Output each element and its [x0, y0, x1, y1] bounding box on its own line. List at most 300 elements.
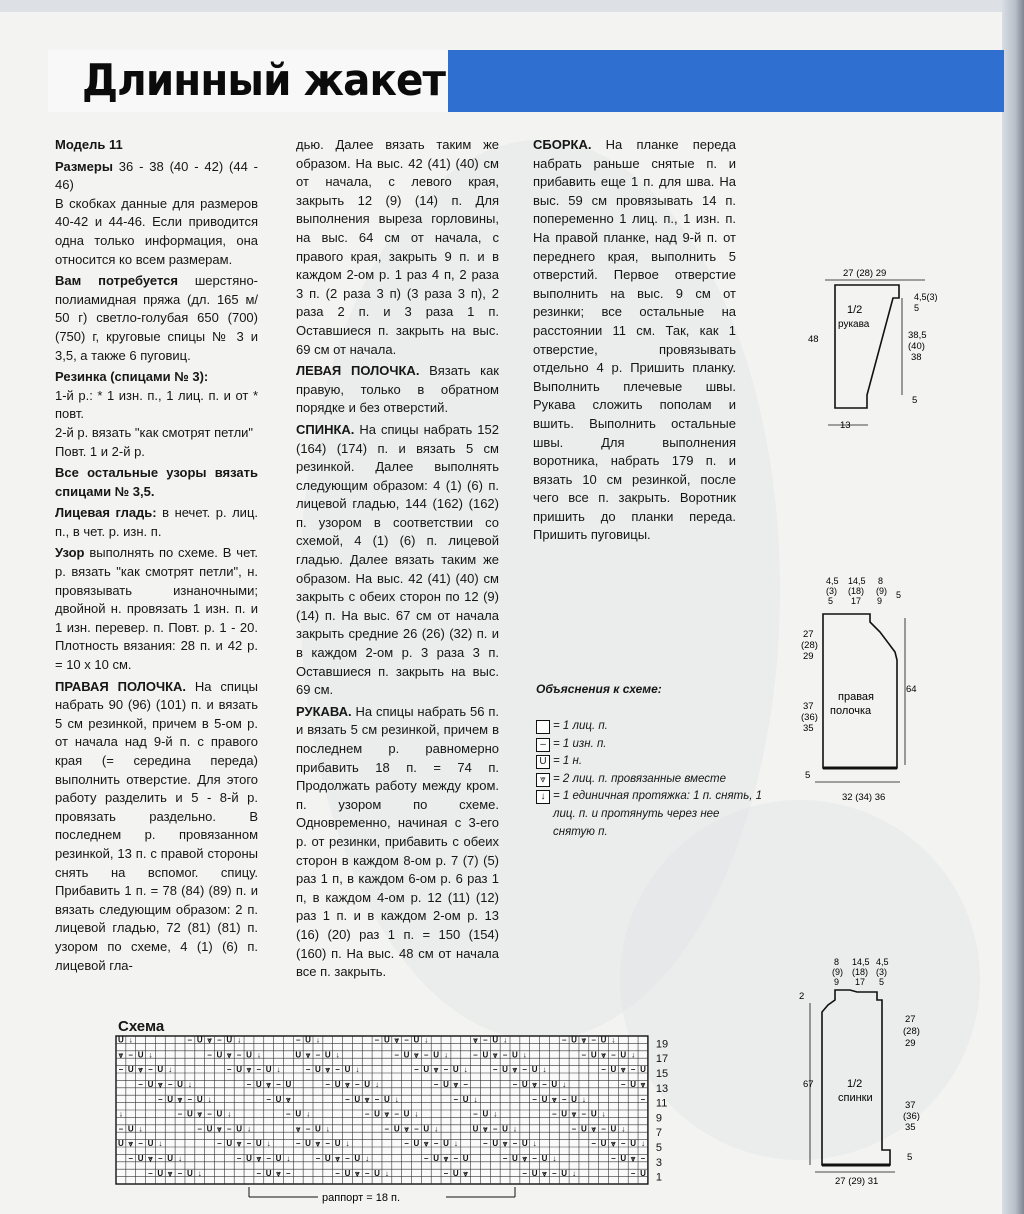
back-right-3: 5 [907, 1152, 913, 1163]
schema-stitch-icon: U [246, 1154, 252, 1163]
schema-stitch-icon: U [600, 1035, 607, 1045]
schema-stitch-icon: ⩔ [118, 1050, 124, 1060]
schema-stitch-icon: U [334, 1139, 341, 1149]
schema-stitch-icon: U [383, 1035, 390, 1045]
schema-stitch-icon: U [640, 1168, 646, 1178]
schema-stitch-icon: – [128, 1154, 134, 1163]
schema-stitch-icon: ⩔ [158, 1080, 163, 1089]
schema-stitch-icon: – [325, 1139, 331, 1149]
schema-row-number: 15 [655, 1068, 669, 1080]
schema-stitch-icon: ↓ [345, 1139, 350, 1149]
schema-stitch-icon: U [383, 1094, 390, 1104]
schema-stitch-icon: – [256, 1168, 262, 1178]
schema-stitch-icon: U [236, 1065, 243, 1075]
schema-stitch-icon: ⩔ [571, 1109, 577, 1119]
schema-stitch-icon: U [196, 1035, 203, 1045]
legend-text: = 1 изн. п. [553, 737, 607, 750]
schema-stitch-icon: – [443, 1168, 449, 1178]
schema-stitch-icon: U [364, 1080, 371, 1089]
schema-stitch-icon: – [345, 1094, 350, 1104]
schema-stitch-icon: ⩔ [394, 1035, 399, 1045]
schema-stitch-icon: U [620, 1154, 627, 1163]
paragraph-text: Повт. 1 и 2-й р. [55, 443, 145, 459]
schema-stitch-icon: – [621, 1139, 626, 1149]
schema-stitch-icon: – [118, 1124, 124, 1134]
schema-stitch-icon: – [167, 1080, 173, 1089]
schema-stitch-icon: – [640, 1154, 646, 1163]
schema-stitch-icon: U [315, 1065, 321, 1075]
paragraph-text: 36 - 38 (40 - 42) (44 - 46) [55, 158, 258, 193]
schema-stitch-icon: U [216, 1050, 223, 1060]
schema-stitch-icon: ↓ [394, 1094, 399, 1104]
sleeve-diagram [825, 280, 925, 425]
schema-stitch-icon: ⩔ [167, 1168, 173, 1178]
schema-stitch-icon: U [344, 1065, 351, 1075]
schema-stitch-icon: ↓ [532, 1139, 537, 1149]
schema-stitch-icon: ⩔ [483, 1124, 488, 1134]
schema-stitch-icon: ↓ [503, 1035, 508, 1045]
schema-stitch-icon: – [256, 1065, 262, 1075]
legend-symbol-icon: ⩔ [536, 773, 550, 787]
front-top-3a: 8 [878, 576, 884, 586]
front-label-1: правая [838, 691, 874, 703]
schema-stitch-icon: U [492, 1035, 499, 1045]
schema-stitch-icon: ⩔ [364, 1094, 370, 1104]
schema-stitch-icon: U [118, 1035, 124, 1045]
schema-stitch-icon: U [423, 1065, 430, 1075]
schema-stitch-icon: – [581, 1050, 587, 1060]
schema-stitch-icon: – [305, 1124, 311, 1134]
back-right-2a: 37 [905, 1100, 916, 1111]
schema-stitch-icon: ⩔ [236, 1139, 242, 1149]
front-left-1a: 27 [803, 629, 814, 640]
schema-stitch-icon: U [413, 1139, 420, 1149]
back-top-1a: 8 [834, 957, 840, 967]
schema-stitch-icon: ⩔ [266, 1080, 271, 1089]
schema-stitch-icon: ⩔ [128, 1139, 134, 1149]
schema-stitch-icon: U [600, 1139, 607, 1149]
schema-stitch-icon: – [197, 1124, 202, 1134]
schema-stitch-icon: U [462, 1094, 469, 1104]
sleeve-right-mid-1: 38,5 [908, 330, 927, 341]
front-left-1c: 29 [803, 651, 814, 662]
schema-stitch-icon: – [158, 1154, 163, 1163]
schema-stitch-icon: U [305, 1035, 311, 1045]
schema-stitch-icon: – [335, 1168, 340, 1178]
schema-stitch-icon: ↓ [424, 1035, 429, 1045]
schema-stitch-icon: U [433, 1050, 440, 1060]
schema-stitch-icon: – [571, 1124, 577, 1134]
schema-stitch-icon: – [424, 1050, 429, 1060]
schema-stitch-icon: ⩔ [177, 1094, 183, 1104]
front-left-2b: (36) [801, 712, 818, 723]
schema-stitch-icon: U [226, 1035, 233, 1045]
schema-stitch-icon: – [315, 1050, 321, 1060]
schema-stitch-icon: – [207, 1050, 212, 1060]
schema-stitch-icon: – [276, 1080, 281, 1089]
schema-stitch-icon: – [295, 1139, 301, 1149]
schema-repeat-label: раппорт = 18 п. [322, 1192, 401, 1204]
schema-stitch-icon: ⩔ [512, 1065, 518, 1075]
schema-stitch-icon: U [374, 1168, 380, 1178]
schema-stitch-icon: – [630, 1065, 636, 1075]
schema-stitch-icon: ⩔ [433, 1065, 439, 1075]
schema-stitch-icon: ↓ [306, 1109, 311, 1119]
schema-stitch-icon: U [492, 1139, 499, 1149]
schema-stitch-icon: – [355, 1080, 360, 1089]
schema-row-number: 5 [655, 1142, 663, 1154]
schema-row-numbers [656, 1038, 668, 1183]
front-top-1a: 4,5 [826, 576, 839, 586]
schema-stitch-icon: ⩔ [207, 1035, 212, 1045]
back-right-1c: 29 [905, 1038, 916, 1049]
schema-stitch-icon: U [433, 1154, 440, 1163]
legend-title: Объяснения к схеме: [536, 682, 662, 696]
schema-stitch-icon: U [443, 1080, 449, 1089]
back-left-dim: 67 [803, 1079, 814, 1090]
front-top-1c: 5 [828, 596, 834, 606]
schema-stitch-icon: – [128, 1050, 134, 1060]
schema-stitch-icon: ↓ [443, 1050, 448, 1060]
schema-stitch-icon: ⩔ [325, 1065, 331, 1075]
legend-symbol-icon: U [536, 755, 550, 769]
schema-stitch-icon: U [147, 1080, 154, 1089]
paragraph-heading: Размеры [55, 158, 113, 174]
sleeve-bottom-dim: 13 [840, 420, 851, 431]
schema-stitch-icon: U [334, 1080, 341, 1089]
schema-stitch-icon: – [286, 1168, 291, 1178]
paragraph-text: 1-й р.: * 1 изн. п., 1 лиц. п. и от * повт. [55, 387, 258, 422]
schema-stitch-icon: ↓ [365, 1154, 370, 1163]
schema-stitch-icon: – [414, 1065, 419, 1075]
schema-stitch-icon: ↓ [631, 1050, 636, 1060]
schema-stitch-icon: U [186, 1168, 193, 1178]
back-top-3a: 4,5 [876, 957, 889, 967]
schema-stitch-icon: ⩔ [404, 1124, 409, 1134]
back-bottom-dim: 27 (29) 31 [835, 1176, 879, 1187]
schema-stitch-icon: ⩔ [355, 1168, 360, 1178]
schema-stitch-icon: – [187, 1035, 193, 1045]
schema-stitch-icon: ⩔ [424, 1139, 429, 1149]
schema-stitch-icon: – [266, 1154, 271, 1163]
paragraph-heading: Резинка (спицами № 3): [55, 369, 209, 385]
sleeve-right-top-2: 5 [914, 303, 920, 313]
schema-stitch-icon: U [640, 1065, 646, 1075]
schema-stitch-icon: – [138, 1080, 143, 1089]
legend-text: = 2 лиц. п. провязанные вместе [553, 772, 727, 785]
schema-stitch-icon: – [552, 1109, 557, 1119]
schema-stitch-icon: U [452, 1065, 459, 1075]
schema-stitch-icon: U [344, 1168, 351, 1178]
schema-stitch-icon: ⩔ [335, 1154, 340, 1163]
schema-stitch-icon: ↓ [640, 1139, 645, 1149]
schema-stitch-icon: – [433, 1139, 439, 1149]
paragraph-text: В скобках данные для размеров 40-42 и 44-46. Если приводится одна только информация, она относится ко всем размерам. [55, 195, 258, 267]
schema-stitch-icon: – [611, 1050, 616, 1060]
schema-stitch-icon: U [571, 1035, 577, 1045]
sleeve-right-mid-3: 38 [911, 352, 922, 363]
schema-stitch-icon: – [217, 1035, 222, 1045]
schema-stitch-icon: U [482, 1109, 489, 1119]
schema-stitch-icon: U [216, 1109, 223, 1119]
schema-row-number: 13 [655, 1082, 669, 1095]
back-top-3b: (3) [876, 967, 887, 977]
schema-stitch-icon: U [275, 1094, 282, 1104]
legend-symbol-icon: ↓ [536, 790, 550, 804]
schema-stitch-icon: – [561, 1035, 567, 1045]
schema-stitch-icon: – [207, 1109, 212, 1119]
schema-stitch-icon: ↓ [286, 1154, 291, 1163]
schema-stitch-icon: – [522, 1065, 528, 1075]
schema-stitch-icon: – [158, 1094, 163, 1104]
paragraph-text: дью. Далее вязать таким же образом. На выс. 42 (41) (40) см от начала, с левого края, закрыть 12 (9) (14) п. Для выполнения выреза горловины, на выс. 64 см от начала, с правого края, закрыть 9 п. и в каждом 2-ом р. 1 раз 4 п, 2 раза 3 п. (2 раза 3 п) (3 раза 3 п), 2 раза 2 п. и 3 раза 1 п. Оставшиеся п. закрыть на выс. 69 см от начала. [296, 137, 499, 357]
schema-stitch-icon: U [295, 1109, 302, 1119]
schema-stitch-icon: U [541, 1094, 548, 1104]
schema-stitch-icon: – [246, 1080, 252, 1089]
front-top-4: 5 [896, 590, 902, 600]
schema-stitch-icon: – [433, 1080, 439, 1089]
schema-stitch-icon: ↓ [384, 1168, 389, 1178]
schema-stitch-icon: ⩔ [552, 1094, 557, 1104]
schema-stitch-icon: ⩔ [197, 1109, 202, 1119]
schema-stitch-icon: U [265, 1168, 272, 1178]
schema-grid [116, 1036, 648, 1184]
schema-stitch-icon: ↓ [601, 1109, 606, 1119]
paragraph-text: в нечет. р. лиц. п., в чет. р. изн. п. [55, 505, 259, 539]
schema-stitch-icon: U [118, 1139, 124, 1149]
schema-stitch-icon: U [206, 1124, 213, 1134]
back-right-2c: 35 [905, 1122, 916, 1133]
schema-stitch-icon: ↓ [325, 1124, 330, 1134]
paragraph-text: 2-й р. вязать "как смотрят петли" [55, 424, 254, 440]
schema-stitch-icon: – [148, 1065, 153, 1075]
schema-stitch-icon: U [590, 1109, 597, 1119]
schema-stitch-icon: U [374, 1109, 380, 1119]
schema-stitch-icon: ⩔ [453, 1080, 459, 1089]
schema-stitch-icon: – [532, 1094, 537, 1104]
schema-stitch-icon: – [227, 1065, 232, 1075]
schema-stitch-icon: – [227, 1124, 232, 1134]
schema-stitch-icon: ↓ [148, 1050, 153, 1060]
schema-stitch-icon: ⩔ [345, 1080, 350, 1089]
schema-stitch-icon: ↓ [246, 1124, 251, 1134]
schema-stitch-icon: ↓ [473, 1094, 478, 1104]
schema-row-number: 19 [655, 1038, 669, 1051]
schema-stitch-icon: U [246, 1050, 252, 1060]
schema-stitch-icon: U [147, 1139, 154, 1149]
legend-text: = 1 н. [553, 755, 583, 768]
schema-stitch-icon: U [403, 1109, 410, 1119]
schema-stitch-icon: – [621, 1080, 626, 1089]
sleeve-label-2: рукава [838, 319, 870, 330]
legend-text: = 1 единичная протяжка: 1 п. снять, 1 лиц. п. и протянуть через нее снятую п. [553, 790, 763, 838]
schema-stitch-icon: U [443, 1139, 449, 1149]
schema-stitch-icon: U [512, 1050, 518, 1060]
schema-stitch-icon: – [463, 1080, 468, 1089]
schema-stitch-icon: – [532, 1154, 537, 1163]
schema-stitch-icon: U [610, 1124, 617, 1134]
schema-stitch-icon: ⩔ [522, 1154, 528, 1163]
schema-stitch-icon: ↓ [138, 1124, 143, 1134]
schema-stitch-icon: ↓ [335, 1050, 340, 1060]
schema-stitch-icon: ⩔ [295, 1124, 301, 1134]
sleeve-right-bot: 5 [912, 395, 918, 406]
schema-stitch-icon: ↓ [128, 1035, 133, 1045]
schema-stitch-icon: ↓ [168, 1065, 173, 1075]
paragraph-heading: СПИНКА. [296, 421, 355, 437]
schema-stitch-icon: ⩔ [492, 1050, 498, 1060]
schema-row-number: 1 [655, 1171, 663, 1184]
schema-row-number: 11 [655, 1097, 668, 1110]
schema-stitch-icon: ↓ [621, 1124, 626, 1134]
schema-stitch-icon: – [473, 1050, 478, 1060]
schema-stitch-icon: – [384, 1124, 390, 1134]
schema-stitch-icon: ↓ [552, 1154, 557, 1163]
schema-stitch-icon: – [236, 1154, 242, 1163]
schema-stitch-icon: U [157, 1168, 164, 1178]
schema-stitch-icon: ⩔ [611, 1139, 616, 1149]
schema-stitch-icon: ↓ [453, 1139, 458, 1149]
paragraph-text: выполнять по схеме. В чет. р. вязать "как смотрят петли", н. провязывать изнаночными; двойной н. провязать 1 изн. п. и 1 изн. перевер. п. Повт. р. 1 - 20. Плотность вязания: 28 п. и 42 р. = 10 х 10 см. [55, 545, 258, 673]
schema-stitch-icon: ⩔ [581, 1035, 587, 1045]
schema-stitch-icon: ⩔ [502, 1139, 508, 1149]
front-left-2a: 37 [803, 701, 814, 712]
schema-row-number: 3 [655, 1156, 663, 1169]
schema-stitch-icon: ⩔ [276, 1168, 281, 1178]
schema-stitch-icon: ↓ [493, 1109, 498, 1119]
schema-stitch-icon: – [266, 1094, 271, 1104]
schema-stitch-icon: U [177, 1080, 183, 1089]
schema-stitch-icon: ⩔ [463, 1168, 468, 1178]
front-top-2c: 17 [851, 596, 862, 606]
schema-stitch-icon: ⩔ [532, 1080, 537, 1089]
schema-stitch-icon: U [403, 1050, 410, 1060]
sleeve-right-top-1: 4,5(3) [914, 292, 938, 302]
schema-stitch-icon: ⩔ [630, 1154, 636, 1163]
back-top-1b: (9) [832, 967, 843, 977]
schema-stitch-icon: ↓ [207, 1094, 212, 1104]
schema-stitch-icon: U [137, 1154, 144, 1163]
schema-stitch-icon: U [137, 1050, 144, 1060]
schema-stitch-icon: ↓ [611, 1035, 616, 1045]
schema-stitch-icon: ↓ [375, 1080, 380, 1089]
schema-stitch-icon: U [324, 1154, 331, 1163]
schema-stitch-icon: – [364, 1109, 370, 1119]
schema-stitch-icon: ↓ [522, 1050, 527, 1060]
schema-stitch-icon: – [374, 1094, 380, 1104]
schema-stitch-icon: U [531, 1168, 538, 1178]
front-label-2: полочка [830, 705, 872, 717]
schema-stitch-icon: U [610, 1065, 617, 1075]
schema-stitch-icon: – [187, 1094, 193, 1104]
schema-stitch-icon: U [521, 1080, 528, 1089]
schema-stitch-icon: ↓ [572, 1168, 577, 1178]
sleeve-left-dim: 48 [808, 334, 819, 345]
schema-stitch-icon: ⩔ [621, 1065, 626, 1075]
schema-stitch-icon: U [580, 1124, 587, 1134]
schema-stitch-icon: – [473, 1109, 478, 1119]
schema-stitch-icon: ↓ [542, 1065, 547, 1075]
schema-stitch-icon: ⩔ [217, 1124, 222, 1134]
schema-stitch-icon: ↓ [187, 1080, 192, 1089]
back-top-2a: 14,5 [852, 957, 870, 967]
front-top-3b: (9) [876, 586, 887, 596]
schema-stitch-icon: ⩔ [384, 1109, 390, 1119]
schema-stitch-icon: U [265, 1065, 272, 1075]
front-top-1b: (3) [826, 586, 837, 596]
back-label-1: 1/2 [847, 1078, 863, 1090]
paragraph-text: шерстяно-полиамидная пряжа (дл. 165 м/ 50 г) светло-голубая 650 (700) (750) г, круговые спицы № 3 и 3,5, а также 6 пуговиц. [55, 273, 258, 363]
schema-stitch-icon: U [423, 1124, 430, 1134]
schema-stitch-icon: – [492, 1124, 498, 1134]
schema-stitch-icon: – [394, 1050, 399, 1060]
schema-stitch-icon: – [453, 1094, 459, 1104]
schema-stitch-icon: ⩔ [256, 1154, 262, 1163]
schema-stitch-icon: U [285, 1080, 292, 1089]
sleeve-top-dim: 27 (28) 29 [843, 268, 887, 279]
schema-stitch-icon: U [541, 1154, 548, 1163]
back-neck-dim: 2 [799, 991, 805, 1002]
paragraph-heading: Узор [55, 545, 85, 561]
schema-stitch-icon: U [315, 1124, 321, 1134]
schema-stitch-icon: – [236, 1050, 242, 1060]
back-right-2b: (36) [903, 1111, 920, 1122]
schema-stitch-icon: – [561, 1094, 567, 1104]
schema-stitch-icon: ↓ [512, 1124, 517, 1134]
schema-stitch-icon: – [630, 1168, 636, 1178]
legend-symbol-icon: – [536, 738, 550, 752]
schema-stitch-icon: – [295, 1035, 301, 1045]
paragraph-text: На планке переда набрать раньше снятые п. и прибавить еще 1 п. для шва. На выс. 59 см провязывать 14 п. попеременно 1 лиц. п., 1 изн. п. На правой планке, над 9-й п. от переднего края, выполнить 5 отверстий. Первое отверстие выполнить на выс. 9 см от резинки; все остальные на расстоянии 11 см. Так, как 1 отверстие, провязывать отдельно 4 р. Пришить планку. Выполнить плечевые швы. Рукава сложить пополам и вшить. Выполнить остальные швы. Для выполнения воротника, набрать 179 п. и вязать 10 см резинкой, после чего все п. закрыть. Воротник пришить до планки переда. Пришить пуговицы. [533, 137, 736, 543]
schema-stitch-icon: – [374, 1035, 380, 1045]
paragraph-heading: ЛЕВАЯ ПОЛОЧКА. [296, 363, 420, 379]
schema-stitch-icon: U [482, 1050, 489, 1060]
schema-stitch-icon: – [601, 1124, 606, 1134]
schema-row-number: 17 [655, 1053, 669, 1066]
schema-stitch-icon: – [483, 1035, 488, 1045]
schema-stitch-icon: ⩔ [315, 1139, 321, 1149]
paragraph-heading: ПРАВАЯ ПОЛОЧКА. [55, 678, 187, 694]
schema-stitch-icon: – [591, 1139, 596, 1149]
schema-stitch-icon: ⩔ [286, 1094, 291, 1104]
schema-stitch-icon: ↓ [355, 1065, 360, 1075]
schema-stitch-icon: ⩔ [591, 1124, 596, 1134]
schema-stitch-icon: U [590, 1050, 597, 1060]
schema-stitch-icon: – [424, 1154, 429, 1163]
schema-stitch-icon: – [443, 1065, 449, 1075]
schema-stitch-icon: ↓ [315, 1035, 320, 1045]
schema-stitch-icon: ⩔ [148, 1154, 153, 1163]
schema-stitch-icon: U [196, 1094, 203, 1104]
schema-stitch-icon: U [512, 1154, 518, 1163]
schema-stitch-icon: ↓ [276, 1065, 281, 1075]
front-left-3: 5 [805, 770, 811, 781]
schema-stitch-icon: – [512, 1080, 518, 1089]
schema-stitch-icon: ↓ [197, 1168, 202, 1178]
schema-stitch-icon: ↓ [256, 1050, 261, 1060]
schema-stitch-icon: U [472, 1124, 479, 1134]
paragraph-heading: Модель 11 [55, 137, 123, 152]
schema-stitch-icon: – [394, 1109, 399, 1119]
schema-stitch-icon: U [305, 1139, 311, 1149]
schema-stitch-icon: ↓ [463, 1065, 468, 1075]
schema-stitch-icon: – [581, 1109, 587, 1119]
schema-stitch-icon: U [236, 1124, 243, 1134]
front-bottom-dim: 32 (34) 36 [842, 792, 886, 803]
front-top-2a: 14,5 [848, 576, 866, 586]
schema-stitch-icon: U [127, 1065, 134, 1075]
schema-stitch-icon: ↓ [562, 1080, 567, 1089]
